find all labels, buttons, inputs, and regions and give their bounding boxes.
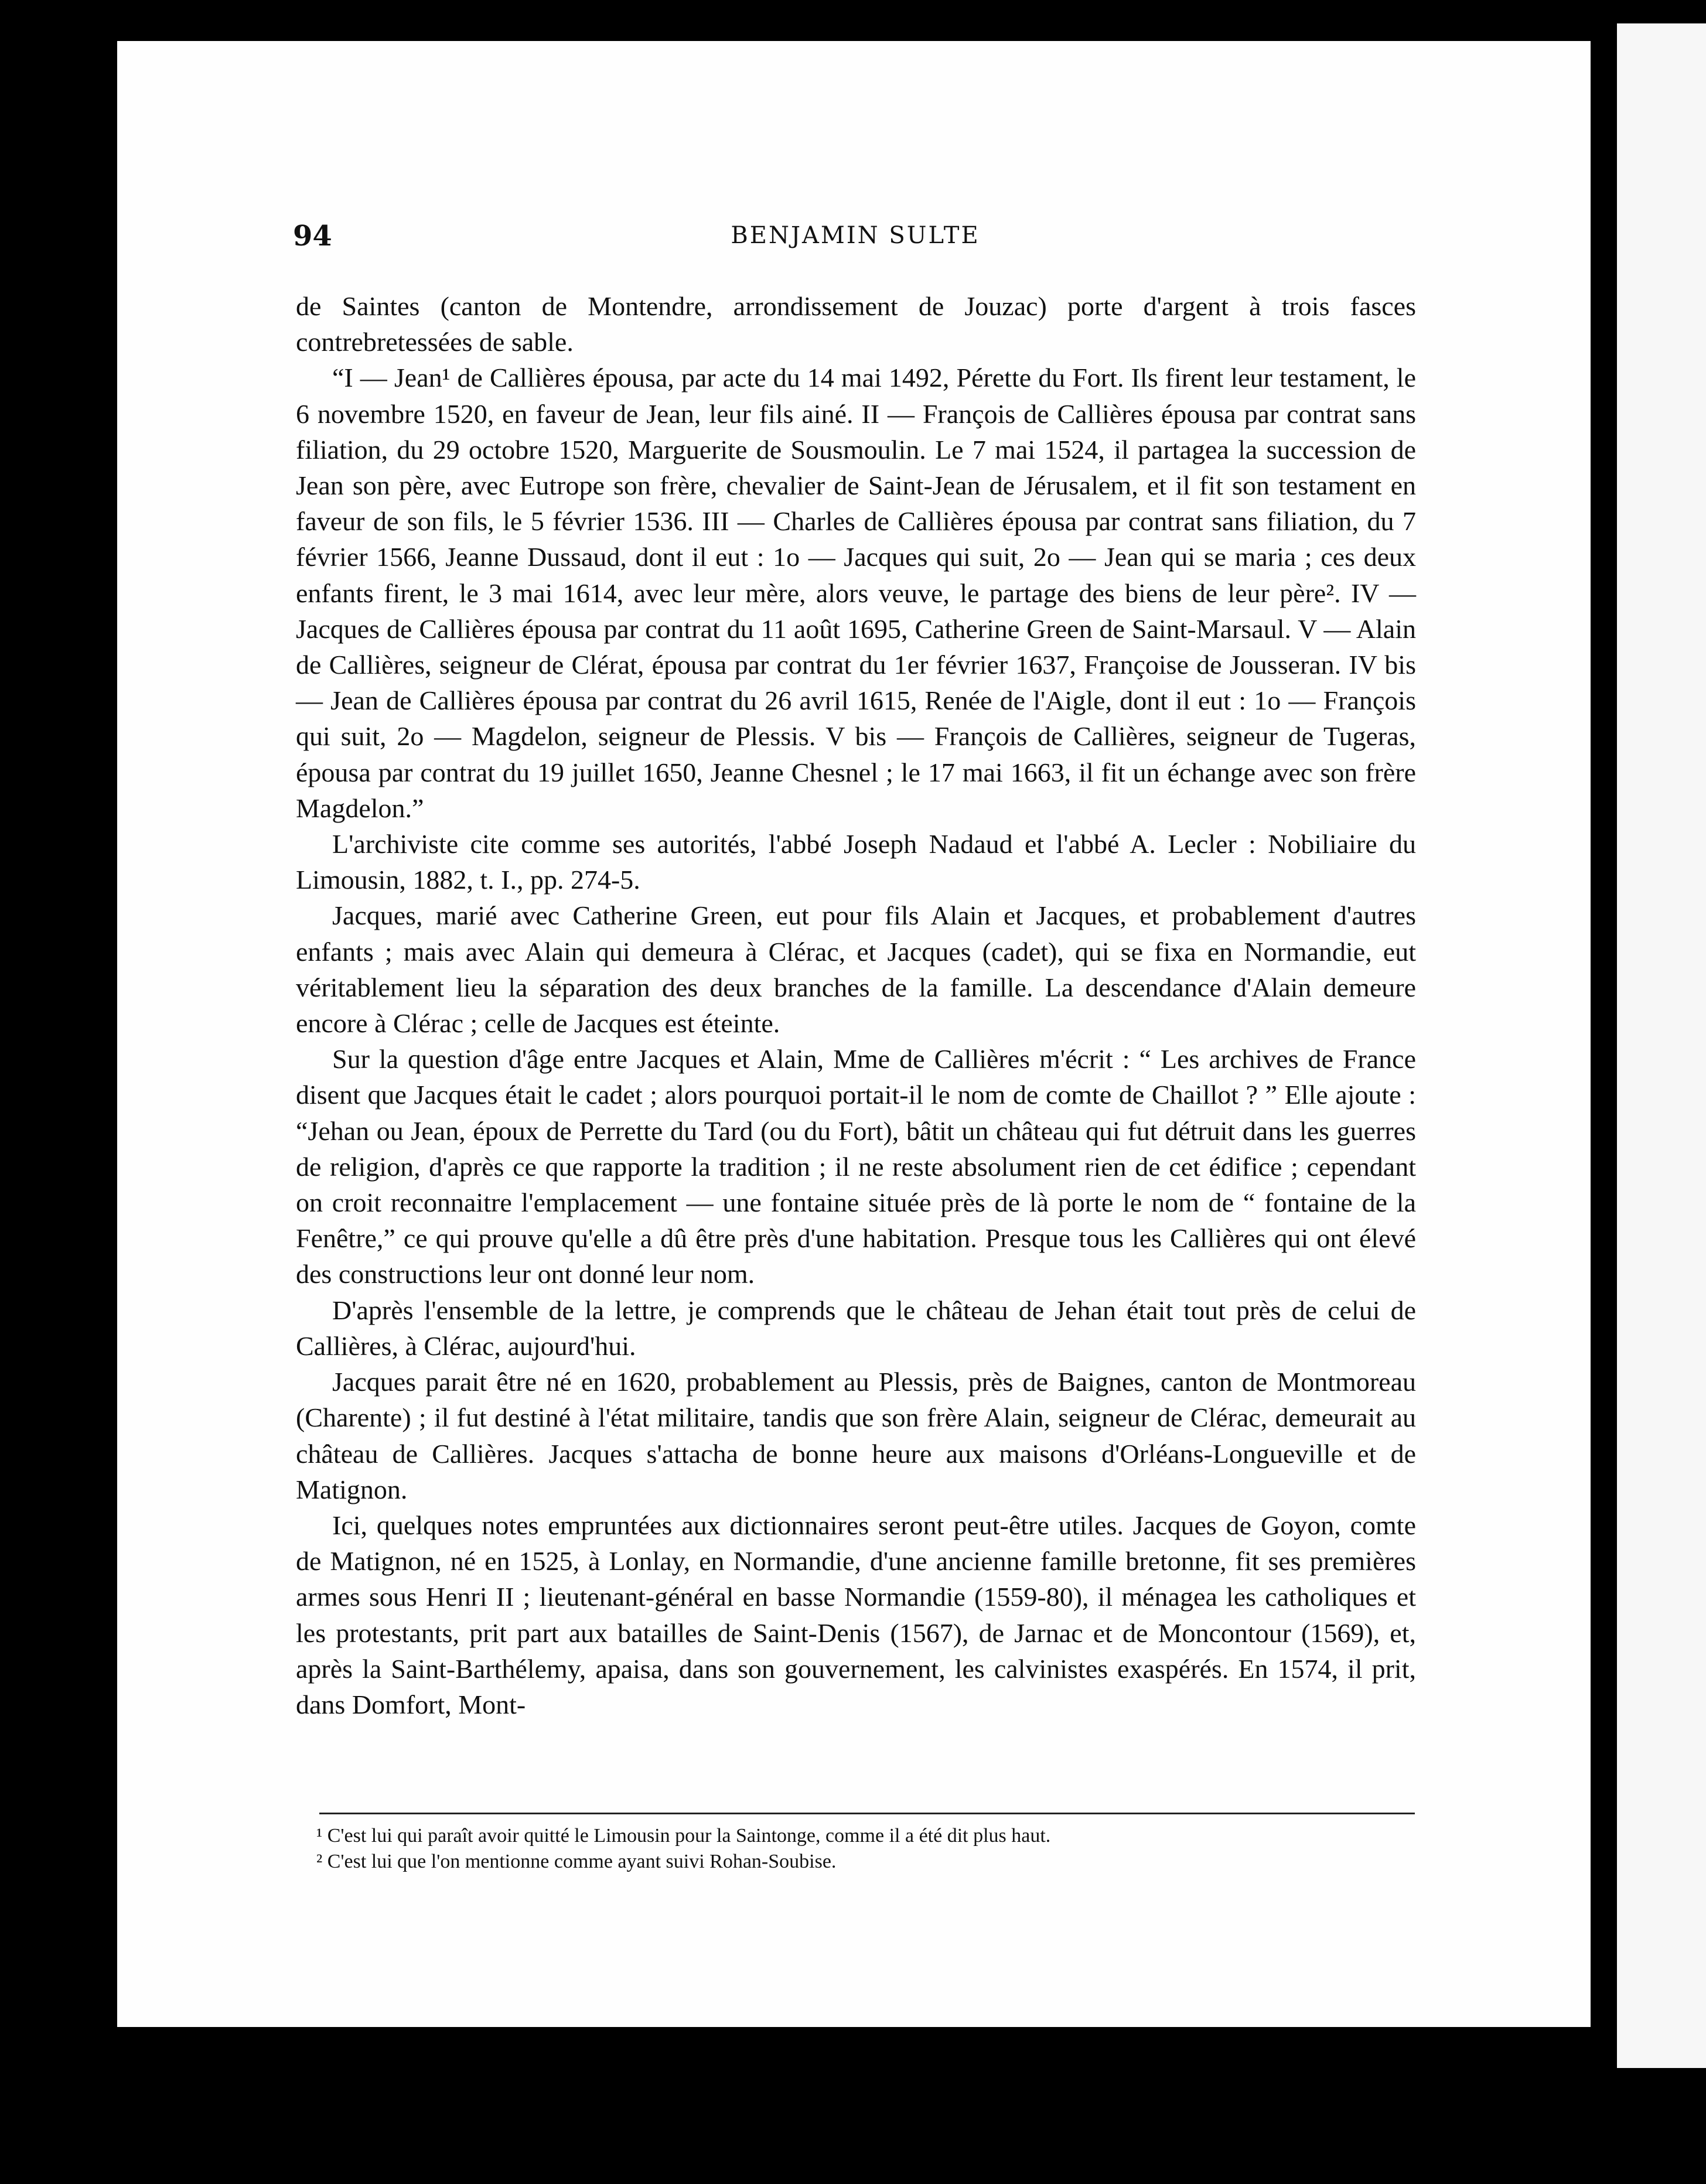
adjacent-page-edge [1617, 23, 1706, 2068]
main-text [296, 288, 1416, 1722]
footnote: ² C'est lui que l'on mentionne comme ayant suivi Rohan-Soubise. [316, 1851, 837, 1872]
paragraph: L'archiviste cite comme ses autorités, l'abbé Joseph Nadaud et l'abbé A. Lecler : Nobiliaire du Limousin, 1882, t. I., pp. 274-5. [296, 829, 1416, 895]
paragraph: Ici, quelques notes empruntées aux dictionnaires seront peut-être utiles. Jacques de Goyon, comte de Matignon, né en 1525, à Lonlay, en Normandie, d'une ancienne famille bretonne, fit ses premières armes sous Henri II ; lieutenant-général en basse Normandie (1559-80), il ménagea les catholiques et les protestants, prit part aux batailles de Saint-Denis (1567), de Jarnac et de Moncontour (1569), et, après la Saint-Barthélemy, apaisa, dans son gouvernement, les calvinistes exaspérés. En 1574, il prit, dans Domfort, Mont- [296, 1510, 1416, 1719]
running-head: BENJAMIN SULTE [731, 222, 980, 249]
paragraph: Sur la question d'âge entre Jacques et Alain, Mme de Callières m'écrit : “ Les archives de France disent que Jacques était le cadet ; alors pourquoi portait-il le nom de comte de Chaillot ? ” Elle ajoute : “Jehan ou Jean, époux de Perrette du Tard (ou du Fort), bâtit un château qui fut détruit dans les guerres de religion, d'après ce que rapporte la tradition ; il ne reste absolument rien de cet édifice ; cependant on croit reconnaitre l'emplacement — une fontaine située près de là porte le nom de “ fontaine de la Fenêtre,” ce qui prouve qu'elle a dû être près d'une habitation. Presque tous les Callières qui ont élevé des constructions leur ont donné leur nom. [296, 1044, 1416, 1289]
paragraph: Jacques, marié avec Catherine Green, eut pour fils Alain et Jacques, et probablement d'autres enfants ; mais avec Alain qui demeura à Clérac, et Jacques (cadet), qui se fixa en Normandie, eut véritablement lieu la séparation des deux branches de la famille. La descendance d'Alain demeure encore à Clérac ; celle de Jacques est éteinte. [296, 900, 1416, 1039]
paragraph: D'après l'ensemble de la lettre, je comprends que le château de Jehan était tout près de celui de Callières, à Clérac, aujourd'hui. [296, 1295, 1416, 1361]
footnote: ¹ C'est lui qui paraît avoir quitté le Limousin pour la Saintonge, comme il a été dit plus haut. [316, 1825, 1051, 1847]
paragraph: “I — Jean¹ de Callières épousa, par acte du 14 mai 1492, Pérette du Fort. Ils firent leur testament, le 6 novembre 1520, en faveur de Jean, leur fils ainé. II — François de Callières épousa par contrat sans filiation, du 29 octobre 1520, Marguerite de Sousmoulin. Le 7 mai 1524, il partagea la succession de Jean son père, avec Eutrope son frère, chevalier de Saint-Jean de Jérusalem, et il fit son testament en faveur de son fils, le 5 février 1536. III — Charles de Callières épousa par contrat sans filiation, du 7 février 1566, Jeanne Dussaud, dont il eut : 1o — Jacques qui suit, 2o — Jean qui se maria ; ces deux enfants firent, le 3 mai 1614, avec leur mère, alors veuve, le partage des biens de leur père². IV — Jacques de Callières épousa par contrat du 11 août 1695, Catherine Green de Saint-Marsaul. V — Alain de Callières, seigneur de Clérat, épousa par contrat du 1er février 1637, Françoise de Jousseran. IV bis — Jean de Callières épousa par contrat du 26 avril 1615, Renée de l'Aigle, dont il eut : 1o — François qui suit, 2o — Magdelon, seigneur de Plessis. V bis — François de Callières, seigneur de Tugeras, épousa par contrat du 19 juillet 1650, Jeanne Chesnel ; le 17 mai 1663, il fit un échange avec son frère Magdelon.” [296, 363, 1416, 823]
page-header [293, 220, 1418, 261]
footnote-divider [319, 1813, 1415, 1814]
paragraph: Jacques parait être né en 1620, probablement au Plessis, près de Baignes, canton de Montmoreau (Charente) ; il fut destiné à l'état militaire, tandis que son frère Alain, seigneur de Clérac, demeurait au château de Callières. Jacques s'attacha de bonne heure aux maisons d'Orléans-Longueville et de Matignon. [296, 1367, 1416, 1504]
page-gutter [1591, 0, 1617, 2184]
footnotes [316, 1823, 1418, 1875]
paragraph: de Saintes (canton de Montendre, arrondissement de Jouzac) porte d'argent à trois fasces contrebretessées de sable. [296, 291, 1416, 357]
page-number: 94 [293, 220, 332, 252]
